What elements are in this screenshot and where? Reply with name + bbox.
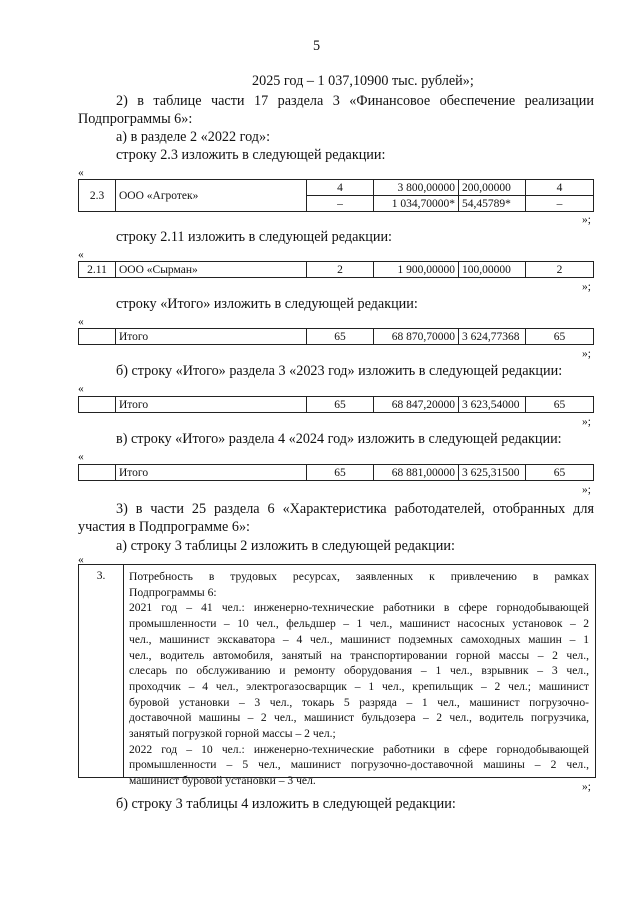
table-cell: 4: [307, 180, 374, 196]
text-line: чел., водитель автомобиля, занятый на транспортировании горной массы – 2 чел.,: [129, 648, 589, 662]
table-cell: 54,45789*: [459, 196, 526, 212]
table-cell: 3 625,31500: [459, 465, 526, 481]
text-line: буровой установки – 3 чел., токарь 5 разряда – 1 чел., машинист погрузочно-: [129, 695, 589, 709]
close-quote: »;: [582, 484, 591, 496]
close-quote: »;: [582, 781, 591, 793]
table-row: [79, 465, 594, 481]
table-row: [79, 329, 594, 345]
text-line: доставочной машины – 2 чел., машинист бульдозера – 2 чел., водитель погрузчика,: [129, 711, 589, 725]
text-line: участия в Подпрограмме 6»:: [78, 519, 251, 535]
text-line: а) строку 3 таблицы 2 изложить в следующей редакции:: [116, 538, 455, 554]
text-line: строку «Итого» изложить в следующей редакции:: [116, 296, 418, 312]
row-number-cell: [79, 565, 124, 777]
table-cell: 100,00000: [459, 262, 526, 278]
text-line: 2) в таблице части 17 раздела 3 «Финансовое обеспечение реализации: [116, 93, 594, 109]
text-line: в) строку «Итого» раздела 4 «2024 год» изложить в следующей редакции:: [116, 431, 562, 447]
text-line: 2021 год – 41 чел.: инженерно-технические работники в сфере горнодобывающей: [129, 601, 589, 615]
close-quote: »;: [582, 348, 591, 360]
text-line: Потребность в трудовых ресурсах, заявленных к привлечению в рамках: [129, 570, 589, 583]
text-line: занятый погрузкой горной массы – 2 чел.;: [129, 727, 336, 741]
open-quote: «: [78, 554, 84, 566]
table-cell: –: [307, 196, 374, 212]
table-cell: [79, 397, 116, 413]
table-cell: 65: [526, 329, 594, 345]
close-quote: »;: [582, 416, 591, 428]
open-quote: «: [78, 383, 84, 395]
text-line: Подпрограммы 6:: [129, 585, 217, 599]
close-quote: »;: [582, 214, 591, 226]
table-cell: 2: [307, 262, 374, 278]
table-cell: ООО «Агротек»: [116, 180, 307, 212]
table-cell: 3 800,00000: [374, 180, 459, 196]
table-row: [79, 180, 594, 196]
workforce-text: [129, 569, 589, 789]
table-cell: Итого: [116, 465, 307, 481]
table-itogo-2024: [78, 464, 594, 481]
table-cell: 3 623,54000: [459, 397, 526, 413]
table-cell: 65: [307, 397, 374, 413]
table-cell: 65: [307, 329, 374, 345]
text-line: промышленности – 5 чел., машинист погрузочно-доставочной машины – 2 чел.,: [129, 758, 589, 772]
table-cell: 1 900,00000: [374, 262, 459, 278]
table-cell: Итого: [116, 397, 307, 413]
table-cell: 2: [526, 262, 594, 278]
table-row: [79, 262, 594, 278]
table-cell: 3 624,77368: [459, 329, 526, 345]
text-line: проходчик – 4 чел., электрогазосварщик – 1 чел., крепильщик – 2 чел.; машинист: [129, 679, 589, 693]
text-line: слесарь по обслуживанию и ремонту оборудования – 1 чел., взрывник – 3 чел.,: [129, 664, 589, 678]
page-number: 5: [313, 38, 321, 54]
text-line: промышленности – 10 чел., фельдшер – 1 чел., машинист насосных установок – 2: [129, 617, 589, 631]
text-line: машинист буровой установки – 3 чел.: [129, 774, 316, 788]
table-cell: ООО «Сырман»: [116, 262, 307, 278]
table-cell: [79, 329, 116, 345]
text-line: б) строку «Итого» раздела 3 «2023 год» изложить в следующей редакции:: [116, 363, 563, 379]
text-line: строку 2.11 изложить в следующей редакции:: [116, 229, 393, 245]
open-quote: «: [78, 167, 84, 179]
table-cell: 68 881,00000: [374, 465, 459, 481]
text-line: Подпрограммы 6»:: [78, 111, 193, 127]
table-cell: 65: [526, 397, 594, 413]
table-cell: [79, 465, 116, 481]
text-line: 2025 год – 1 037,10900 тыс. рублей»;: [252, 73, 474, 89]
table-cell: –: [526, 196, 594, 212]
table-cell: 65: [307, 465, 374, 481]
close-quote: »;: [582, 281, 591, 293]
open-quote: «: [78, 451, 84, 463]
table-cell: 4: [526, 180, 594, 196]
table-cell: 2.11: [79, 262, 116, 278]
table-cell: 68 847,20000: [374, 397, 459, 413]
text-line: 2022 год – 10 чел.: инженерно-технические работники в сфере горнодобывающей: [129, 742, 589, 756]
table-row: [79, 397, 594, 413]
table-cell: 68 870,70000: [374, 329, 459, 345]
open-quote: «: [78, 249, 84, 261]
table-cell: 2.3: [79, 180, 116, 212]
table-itogo-2022: [78, 328, 594, 345]
table-row-2-11: [78, 261, 594, 278]
table-row-2-3: [78, 179, 594, 212]
table-cell: 65: [526, 465, 594, 481]
text-line: а) в разделе 2 «2022 год»:: [116, 129, 271, 145]
open-quote: «: [78, 316, 84, 328]
text-line: б) строку 3 таблицы 4 изложить в следующей редакции:: [116, 796, 456, 812]
text-line: чел., машинист экскаватора – 4 чел., машинист подземных самоходных машин – 1: [129, 632, 589, 646]
workforce-table: [78, 564, 596, 788]
table-cell: 200,00000: [459, 180, 526, 196]
row-number: 3.: [96, 570, 106, 582]
text-line: 3) в части 25 раздела 6 «Характеристика работодателей, отобранных для: [116, 501, 594, 517]
table-itogo-2023: [78, 396, 594, 413]
text-line: строку 2.3 изложить в следующей редакции:: [116, 147, 386, 163]
table-cell: 1 034,70000*: [374, 196, 459, 212]
table-cell: Итого: [116, 329, 307, 345]
